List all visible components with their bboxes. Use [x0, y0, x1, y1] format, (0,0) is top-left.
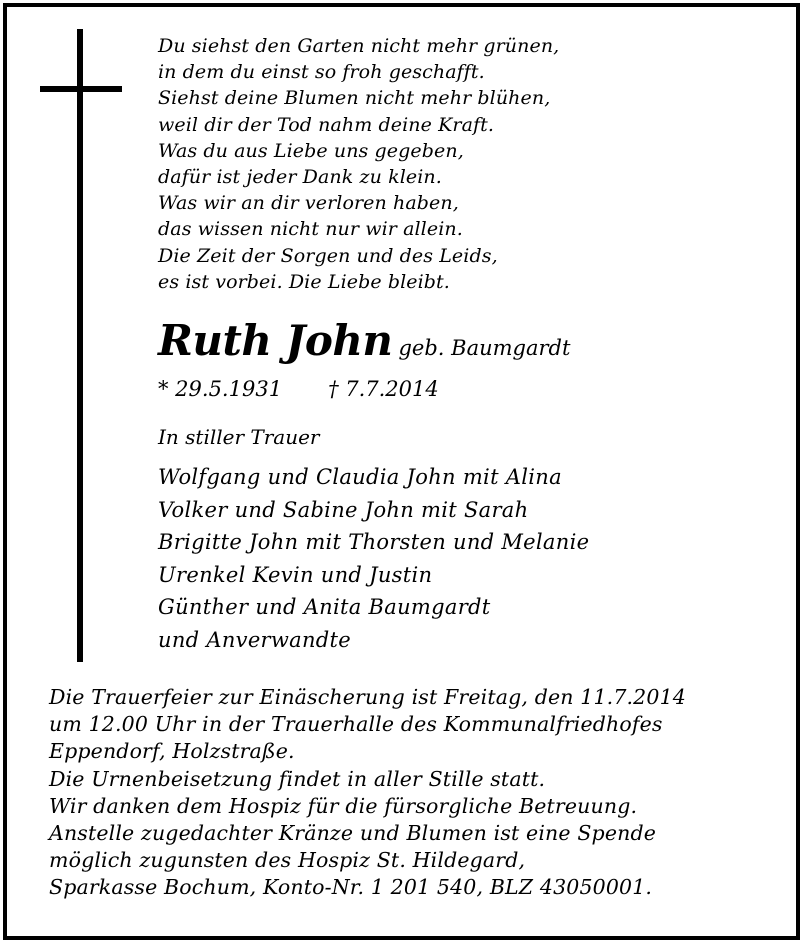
deceased-name: Ruth John: [158, 316, 393, 365]
mourner-line: Wolfgang und Claudia John mit Alina: [158, 465, 562, 489]
notice-line: um 12.00 Uhr in der Trauerhalle des Kommunalfriedhofes: [49, 712, 663, 737]
cross-icon: [77, 29, 83, 662]
notice-line: Eppendorf, Holzstraße.: [49, 739, 295, 764]
poem-line: Siehst deine Blumen nicht mehr blühen,: [158, 87, 551, 110]
mourner-line: Urenkel Kevin und Justin: [158, 562, 433, 587]
notice-line: Sparkasse Bochum, Konto-Nr. 1 201 540, BLZ 43050001.: [49, 875, 653, 900]
birth-date: * 29.5.1931: [158, 377, 283, 401]
poem-line: Was wir an dir verloren haben,: [158, 192, 459, 215]
notice-line: Wir danken dem Hospiz für die fürsorgliche Betreuung.: [49, 793, 638, 818]
mourning-heading: In stiller Trauer: [158, 425, 320, 449]
death-date: † 7.7.2014: [328, 377, 439, 401]
cross-icon-crossbar: [40, 86, 122, 92]
mourners-list: [158, 461, 589, 656]
poem-line: das wissen nicht nur wir allein.: [158, 218, 463, 241]
poem-line: dafür ist jeder Dank zu klein.: [158, 166, 442, 189]
mourner-line: Volker und Sabine John mit Sarah: [158, 497, 529, 522]
poem-line: in dem du einst so froh geschafft.: [158, 61, 485, 84]
notice-line: möglich zugunsten des Hospiz St. Hildegard,: [49, 848, 526, 873]
notice-line: Die Trauerfeier zur Einäscherung ist Freitag, den 11.7.2014: [49, 685, 686, 709]
notice-line: Die Urnenbeisetzung findet in aller Stille statt.: [49, 766, 546, 791]
funeral-notice: [49, 684, 789, 902]
memorial-poem: [158, 33, 628, 295]
life-dates: [158, 377, 439, 401]
poem-line: Die Zeit der Sorgen und des Leids,: [158, 244, 498, 267]
deceased-name-row: [158, 316, 570, 365]
mourner-line: Günther und Anita Baumgardt: [158, 595, 491, 619]
poem-line: weil dir der Tod nahm deine Kraft.: [158, 113, 495, 136]
poem-line: Du siehst den Garten nicht mehr grünen,: [158, 35, 560, 57]
mourner-line: Brigitte John mit Thorsten und Melanie: [158, 530, 590, 554]
mourner-line: und Anverwandte: [158, 627, 352, 652]
birth-name: geb. Baumgardt: [398, 336, 571, 360]
poem-line: es ist vorbei. Die Liebe bleibt.: [158, 270, 450, 293]
notice-line: Anstelle zugedachter Kränze und Blumen ist eine Spende: [49, 821, 657, 846]
poem-line: Was du aus Liebe uns gegeben,: [158, 139, 464, 162]
